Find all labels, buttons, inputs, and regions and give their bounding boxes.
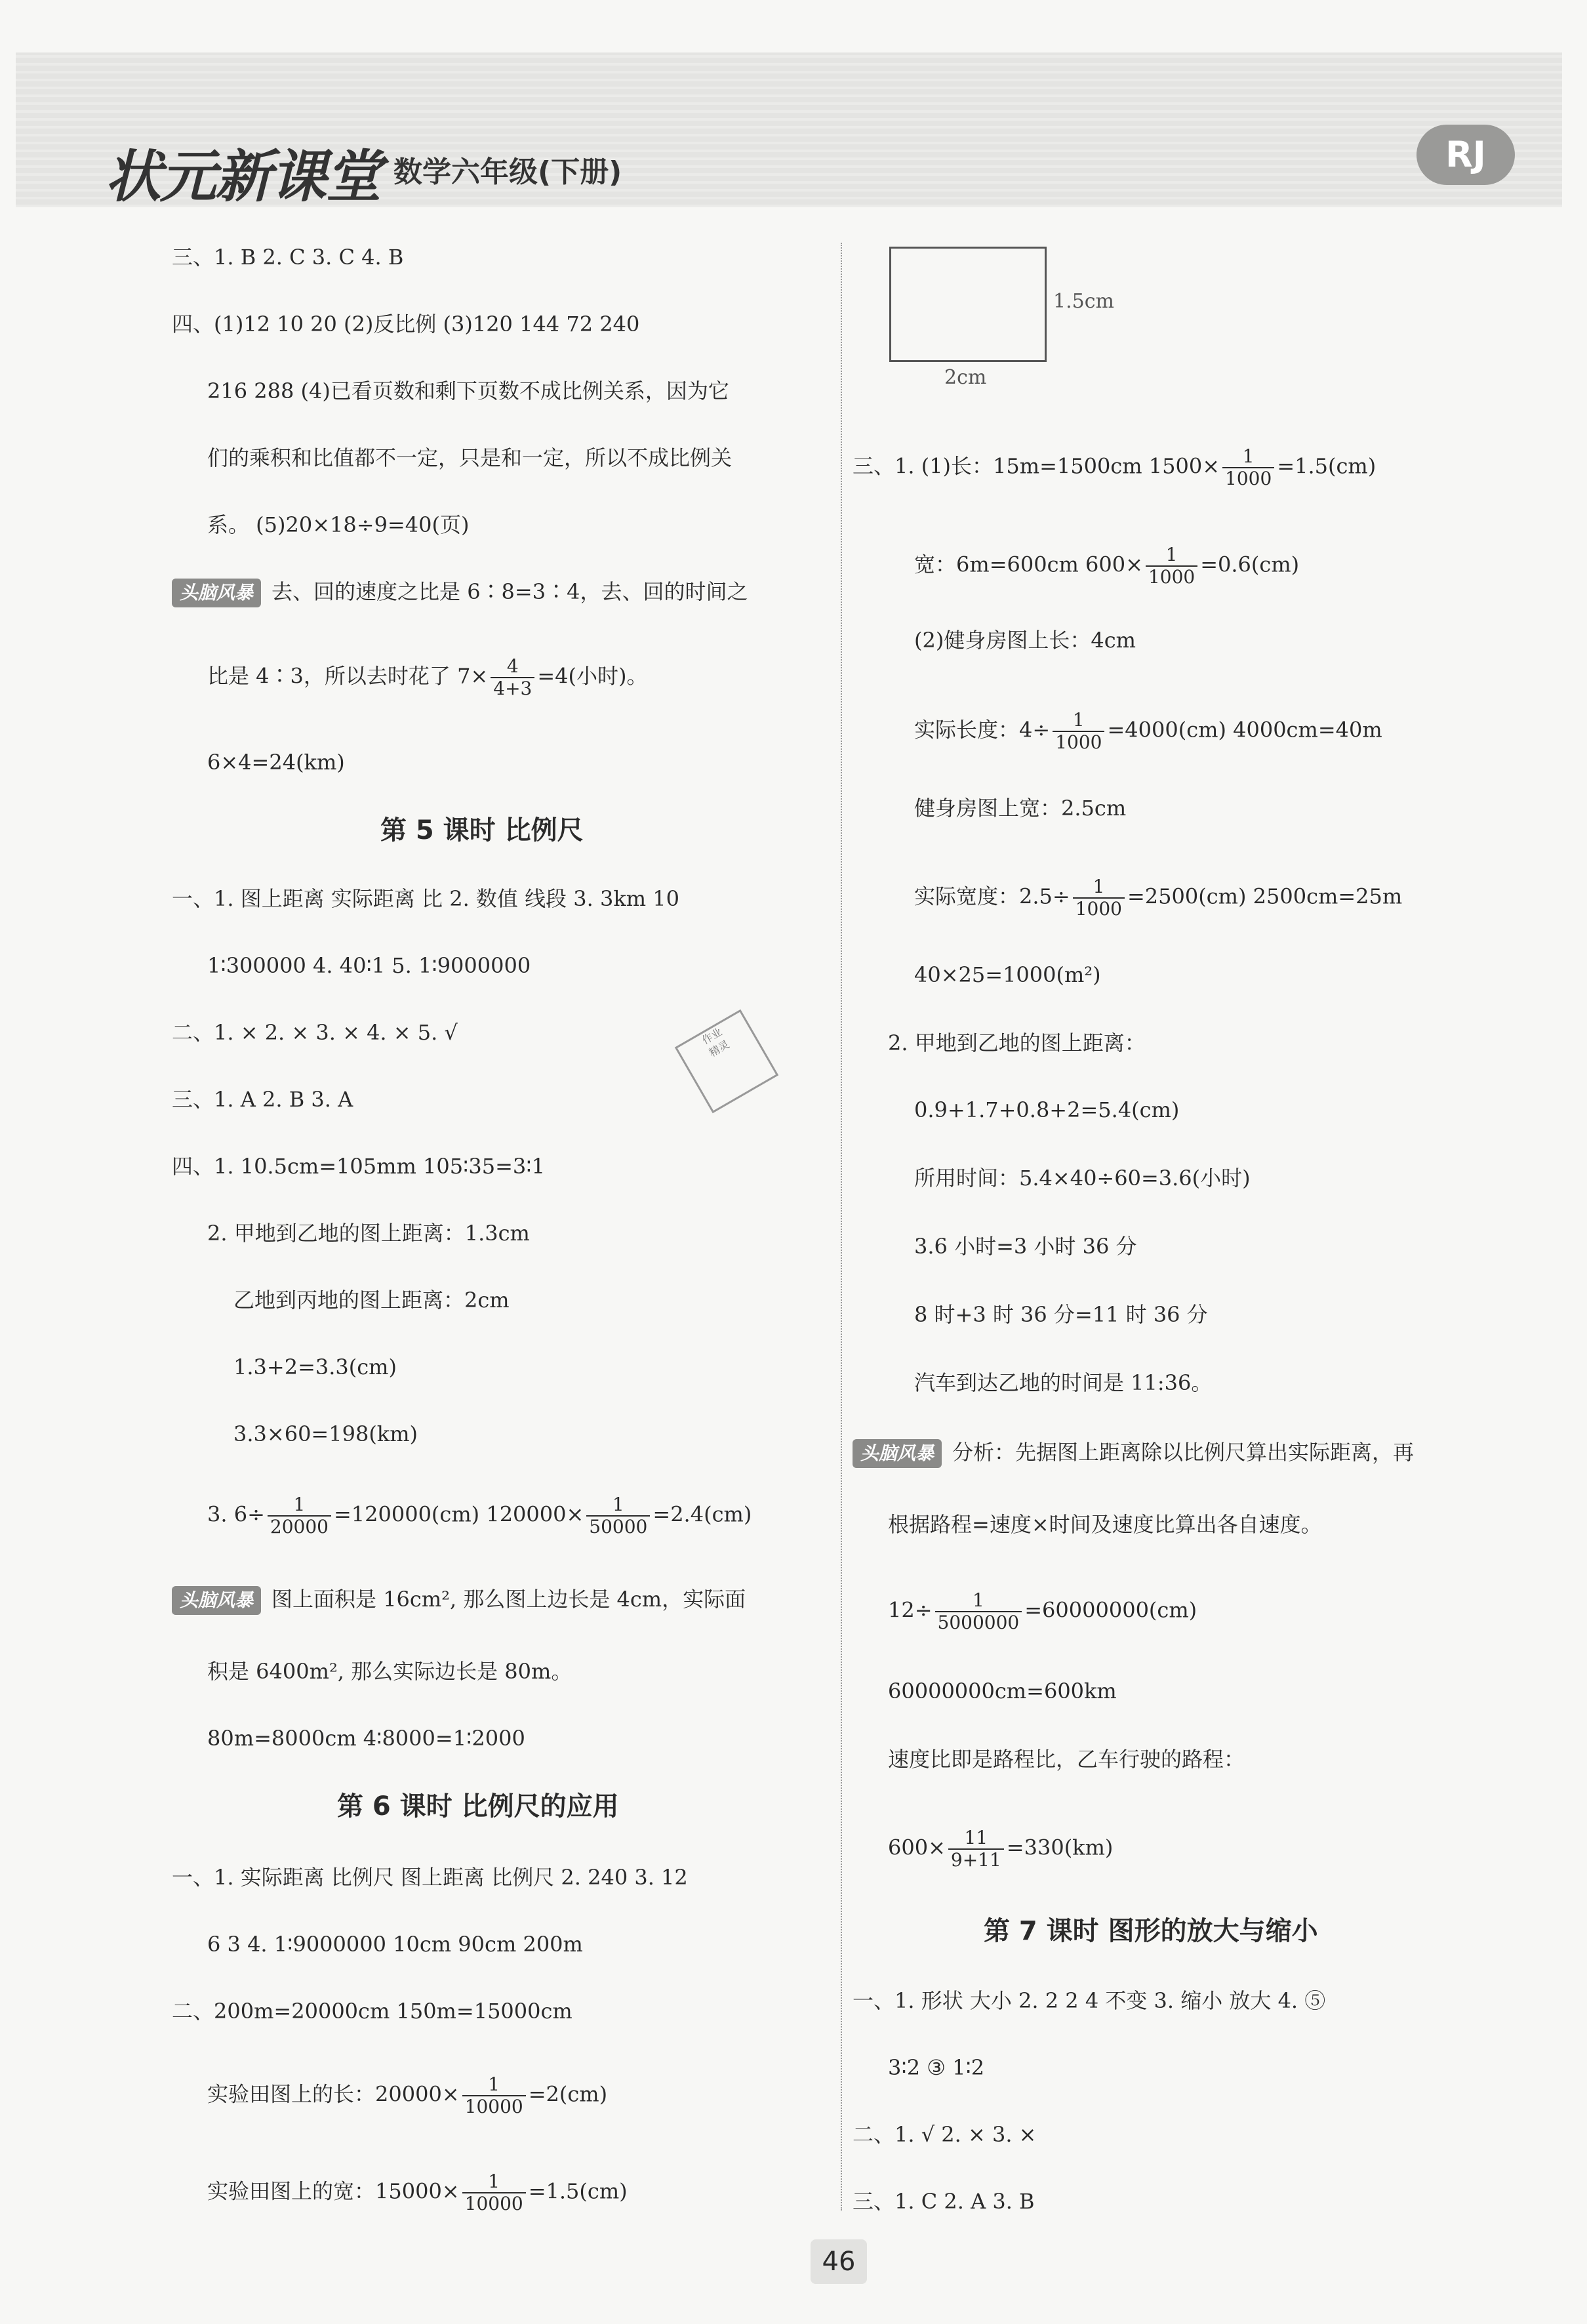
line-text: =120000(cm) 120000× xyxy=(333,1501,584,1527)
line-text: =1.5(cm) xyxy=(528,2178,628,2204)
column-divider xyxy=(841,243,842,2211)
right-line xyxy=(914,876,1402,920)
left-line: 二、1. × 2. × 3. × 4. × 5. √ xyxy=(172,1020,458,1045)
denominator: 9+11 xyxy=(948,1848,1004,1871)
numerator: 11 xyxy=(964,1827,988,1848)
line-text: 图上面积是 16cm², 那么图上边长是 4cm，实际面 xyxy=(271,1587,746,1612)
section-title: 第 7 课时 图形的放大与缩小 xyxy=(984,1916,1318,1946)
fraction xyxy=(1146,544,1197,588)
right-line: 二、1. √ 2. × 3. × xyxy=(853,2122,1037,2147)
left-line xyxy=(207,1494,752,1538)
right-line: 0.9+1.7+0.8+2=5.4(cm) xyxy=(914,1097,1180,1122)
right-line: 40×25=1000(m²) xyxy=(914,962,1101,987)
denominator: 4+3 xyxy=(491,677,534,699)
left-line: 三、1. B 2. C 3. C 4. B xyxy=(172,245,404,270)
edition-badge: RJ xyxy=(1416,125,1515,185)
left-line: 80m=8000cm 4∶8000=1∶2000 xyxy=(207,1726,525,1751)
line-text: =1.5(cm) xyxy=(1277,453,1376,479)
left-line: 1∶300000 4. 40∶1 5. 1∶9000000 xyxy=(207,953,531,978)
right-line xyxy=(888,1590,1197,1633)
right-line: 3∶2 ③ 1∶2 xyxy=(888,2055,985,2080)
left-line: 2. 甲地到乙地的图上距离：1.3cm xyxy=(207,1221,530,1246)
numerator: 1 xyxy=(972,1589,984,1611)
brain-storm-tag: 头脑风暴 xyxy=(172,579,261,607)
section-title: 第 5 课时 比例尺 xyxy=(380,815,584,846)
denominator: 1000 xyxy=(1146,565,1197,588)
right-line: 根据路程=速度×时间及速度比算出各自速度。 xyxy=(888,1512,1322,1537)
section-title: 第 6 课时 比例尺的应用 xyxy=(337,1791,619,1822)
line-text: =4000(cm) 4000cm=40m xyxy=(1107,717,1382,743)
right-line: 三、1. C 2. A 3. B xyxy=(853,2189,1035,2214)
right-line xyxy=(853,446,1376,489)
right-line: 速度比即是路程比，乙车行驶的路程： xyxy=(888,1747,1245,1772)
right-line: 一、1. 形状 大小 2. 2 2 4 不变 3. 缩小 放大 4. ⑤ xyxy=(853,1988,1326,2013)
numerator: 1 xyxy=(1072,709,1085,731)
stamp-mark: 作业 精灵 xyxy=(675,1009,778,1113)
fraction xyxy=(1073,876,1125,920)
numerator: 1 xyxy=(488,2073,500,2095)
rectangle-diagram xyxy=(889,247,1047,362)
left-line: 3.3×60=198(km) xyxy=(233,1421,418,1446)
right-line: 2. 甲地到乙地的图上距离： xyxy=(888,1030,1146,1055)
numerator: 1 xyxy=(1242,445,1255,467)
numerator: 1 xyxy=(293,1494,306,1515)
denominator: 10000 xyxy=(462,2192,526,2214)
line-text: 3. 6÷ xyxy=(207,1501,265,1527)
brain-storm-tag: 头脑风暴 xyxy=(172,1586,261,1615)
right-line xyxy=(914,544,1299,588)
right-line xyxy=(888,1827,1113,1871)
denominator: 5000000 xyxy=(935,1611,1022,1633)
right-line: (2)健身房图上长：4cm xyxy=(914,628,1136,653)
denominator: 10000 xyxy=(462,2095,526,2117)
line-text: =4(小时)。 xyxy=(537,663,648,689)
brain-storm-line xyxy=(853,1439,1414,1468)
fraction xyxy=(1053,710,1104,753)
right-line: 3.6 小时=3 小时 36 分 xyxy=(914,1234,1137,1259)
line-text: 实验田图上的宽：15000× xyxy=(207,2178,460,2204)
fraction xyxy=(935,1590,1022,1633)
line-text: =60000000(cm) xyxy=(1024,1597,1197,1623)
left-line: 216 288 (4)已看页数和剩下页数不成比例关系，因为它 xyxy=(207,378,729,403)
denominator: 20000 xyxy=(268,1515,331,1538)
fraction xyxy=(586,1494,650,1538)
line-text: 比是 4∶3，所以去时花了 7× xyxy=(207,663,489,689)
line-text: 宽：6m=600cm 600× xyxy=(914,552,1143,577)
numerator: 1 xyxy=(488,2171,500,2192)
numerator: 1 xyxy=(1165,544,1178,565)
right-line: 汽车到达乙地的时间是 11:36。 xyxy=(914,1370,1213,1395)
dim-width-label: 2cm xyxy=(944,366,987,389)
numerator: 1 xyxy=(612,1494,624,1515)
line-text: =2500(cm) 2500cm=25m xyxy=(1127,884,1403,909)
left-line: 二、200m=20000cm 150m=15000cm xyxy=(172,1999,573,2024)
left-line: 们的乘积和比值都不一定，只是和一定，所以不成比例关 xyxy=(207,445,733,470)
line-text: =2(cm) xyxy=(528,2081,608,2107)
line-text: 实际宽度：2.5÷ xyxy=(914,884,1070,909)
left-line: 系。 (5)20×18÷9=40(页) xyxy=(207,512,470,537)
left-line: 三、1. A 2. B 3. A xyxy=(172,1087,353,1112)
left-line: 一、1. 图上距离 实际距离 比 2. 数值 线段 3. 3km 10 xyxy=(172,886,679,911)
right-line xyxy=(914,710,1382,753)
fraction xyxy=(491,656,534,699)
left-line: 四、(1)12 10 20 (2)反比例 (3)120 144 72 240 xyxy=(172,312,640,336)
line-text: 实验田图上的长：20000× xyxy=(207,2081,460,2107)
left-line: 1.3+2=3.3(cm) xyxy=(233,1355,397,1379)
left-line xyxy=(207,2171,628,2214)
line-text: =330(km) xyxy=(1006,1835,1114,1860)
right-line: 8 时+3 时 36 分=11 时 36 分 xyxy=(914,1302,1208,1327)
fraction xyxy=(462,2074,526,2117)
right-line: 健身房图上宽：2.5cm xyxy=(914,796,1127,821)
line-text: 三、1. (1)长：15m=1500cm 1500× xyxy=(853,453,1220,479)
line-text: =2.4(cm) xyxy=(653,1501,752,1527)
denominator: 1000 xyxy=(1053,731,1104,753)
left-line: 积是 6400m², 那么实际边长是 80m。 xyxy=(207,1659,573,1684)
right-line: 60000000cm=600km xyxy=(888,1679,1117,1703)
left-line xyxy=(207,2074,607,2117)
line-text: 实际长度：4÷ xyxy=(914,717,1051,743)
brain-storm-line xyxy=(172,579,748,607)
left-line: 一、1. 实际距离 比例尺 图上距离 比例尺 2. 240 3. 12 xyxy=(172,1865,688,1890)
numerator: 4 xyxy=(506,655,519,677)
denominator: 1000 xyxy=(1222,467,1274,489)
left-line: 乙地到丙地的图上距离：2cm xyxy=(233,1288,510,1313)
line-text: 分析：先据图上距离除以比例尺算出实际距离，再 xyxy=(952,1440,1415,1465)
fraction xyxy=(268,1494,331,1538)
brain-storm-tag: 头脑风暴 xyxy=(853,1439,942,1468)
denominator: 50000 xyxy=(586,1515,650,1538)
line-text: 去、回的速度之比是 6∶8=3∶4，去、回的时间之 xyxy=(271,579,748,604)
numerator: 1 xyxy=(1093,876,1105,897)
denominator: 1000 xyxy=(1073,897,1125,920)
fraction xyxy=(1222,446,1274,489)
right-line: 所用时间：5.4×40÷60=3.6(小时) xyxy=(914,1166,1251,1191)
left-line: 6 3 4. 1∶9000000 10cm 90cm 200m xyxy=(207,1932,583,1957)
left-line: 四、1. 10.5cm=105mm 105∶35=3∶1 xyxy=(172,1154,545,1179)
line-text: 600× xyxy=(888,1835,946,1860)
line-text: 12÷ xyxy=(888,1597,933,1623)
page-number: 46 xyxy=(811,2239,867,2284)
line-text: =0.6(cm) xyxy=(1200,552,1300,577)
left-line xyxy=(207,656,648,699)
fraction xyxy=(948,1827,1004,1871)
fraction xyxy=(462,2171,526,2214)
brain-storm-line xyxy=(172,1586,746,1615)
brand-logo: 状元新课堂 xyxy=(105,144,380,210)
left-line: 6×4=24(km) xyxy=(207,750,345,775)
dim-height-label: 1.5cm xyxy=(1053,290,1114,313)
book-subtitle: 数学六年级(下册) xyxy=(393,155,622,189)
